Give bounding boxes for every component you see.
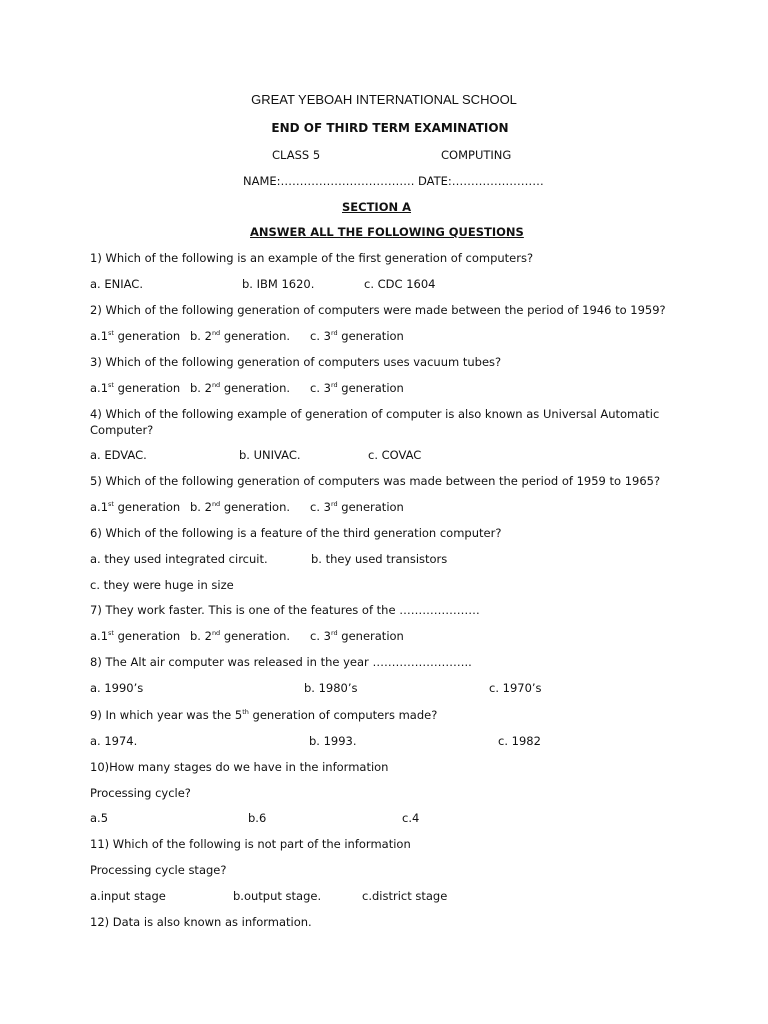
q10-option-a: a.5 xyxy=(90,811,109,825)
q6-option-b: b. they used transistors xyxy=(311,552,448,566)
class-label: CLASS 5 xyxy=(272,148,321,162)
q5-option-a: a.1st generation xyxy=(90,500,181,514)
question-5: 5) Which of the following generation of computers was made between the period of 1959 to 1965? xyxy=(90,474,661,488)
exam-title: END OF THIRD TERM EXAMINATION xyxy=(271,121,509,135)
question-12: 12) Data is also known as information. xyxy=(90,915,312,929)
q1-option-c: c. CDC 1604 xyxy=(364,277,436,291)
q2-option-a: a.1st generation xyxy=(90,329,181,343)
q3-option-b: b. 2nd generation. xyxy=(190,381,291,395)
name-date-line: NAME:…………………………….. DATE:…………………… xyxy=(243,174,544,188)
q4-option-b: b. UNIVAC. xyxy=(239,448,301,462)
q11-option-b: b.output stage. xyxy=(233,889,322,903)
question-1: 1) Which of the following is an example of the first generation of computers? xyxy=(90,251,534,265)
q10-option-b: b.6 xyxy=(248,811,267,825)
instruction-heading: ANSWER ALL THE FOLLOWING QUESTIONS xyxy=(250,225,524,239)
q2-option-c: c. 3rd generation xyxy=(310,329,404,343)
question-7: 7) They work faster. This is one of the features of the ………………… xyxy=(90,603,480,617)
q8-option-a: a. 1990’s xyxy=(90,681,144,695)
q11-option-a: a.input stage xyxy=(90,889,166,903)
q4-option-a: a. EDVAC. xyxy=(90,448,147,462)
q7-option-a: a.1st generation xyxy=(90,629,181,643)
q7-option-c: c. 3rd generation xyxy=(310,629,404,643)
q7-option-b: b. 2nd generation. xyxy=(190,629,291,643)
question-8: 8) The Alt air computer was released in the year …………………….. xyxy=(90,655,472,669)
q4-option-c: c. COVAC xyxy=(368,448,422,462)
q5-option-c: c. 3rd generation xyxy=(310,500,404,514)
school-name: GREAT YEBOAH INTERNATIONAL SCHOOL xyxy=(251,92,517,107)
q5-option-b: b. 2nd generation. xyxy=(190,500,291,514)
q2-option-b: b. 2nd generation. xyxy=(190,329,291,343)
q9-option-a: a. 1974. xyxy=(90,734,138,748)
section-heading: SECTION A xyxy=(342,200,412,214)
question-3: 3) Which of the following generation of computers uses vacuum tubes? xyxy=(90,355,502,369)
q3-option-c: c. 3rd generation xyxy=(310,381,404,395)
q10-option-c: c.4 xyxy=(402,811,420,825)
question-10-line-1: 10)How many stages do we have in the information xyxy=(90,760,389,774)
q1-option-b: b. IBM 1620. xyxy=(242,277,315,291)
question-4: 4) Which of the following example of generation of computer is also known as Universal Automatic Computer? xyxy=(90,407,660,437)
question-9: 9) In which year was the 5th generation of computers made? xyxy=(90,708,438,722)
q9-option-c: c. 1982 xyxy=(498,734,541,748)
question-2: 2) Which of the following generation of computers were made between the period of 1946 to 1959? xyxy=(90,303,666,317)
question-10-line-2: Processing cycle? xyxy=(90,786,191,800)
q3-option-a: a.1st generation xyxy=(90,381,181,395)
q9-option-b: b. 1993. xyxy=(309,734,357,748)
q8-option-b: b. 1980’s xyxy=(304,681,358,695)
q11-option-c: c.district stage xyxy=(362,889,448,903)
q6-option-c: c. they were huge in size xyxy=(90,578,234,592)
subject-label: COMPUTING xyxy=(441,148,512,162)
q1-option-a: a. ENIAC. xyxy=(90,277,143,291)
q6-option-a: a. they used integrated circuit. xyxy=(90,552,268,566)
question-11-line-1: 11) Which of the following is not part of the information xyxy=(90,837,411,851)
question-6: 6) Which of the following is a feature of the third generation computer? xyxy=(90,526,502,540)
question-11-line-2: Processing cycle stage? xyxy=(90,863,227,877)
q8-option-c: c. 1970’s xyxy=(489,681,542,695)
